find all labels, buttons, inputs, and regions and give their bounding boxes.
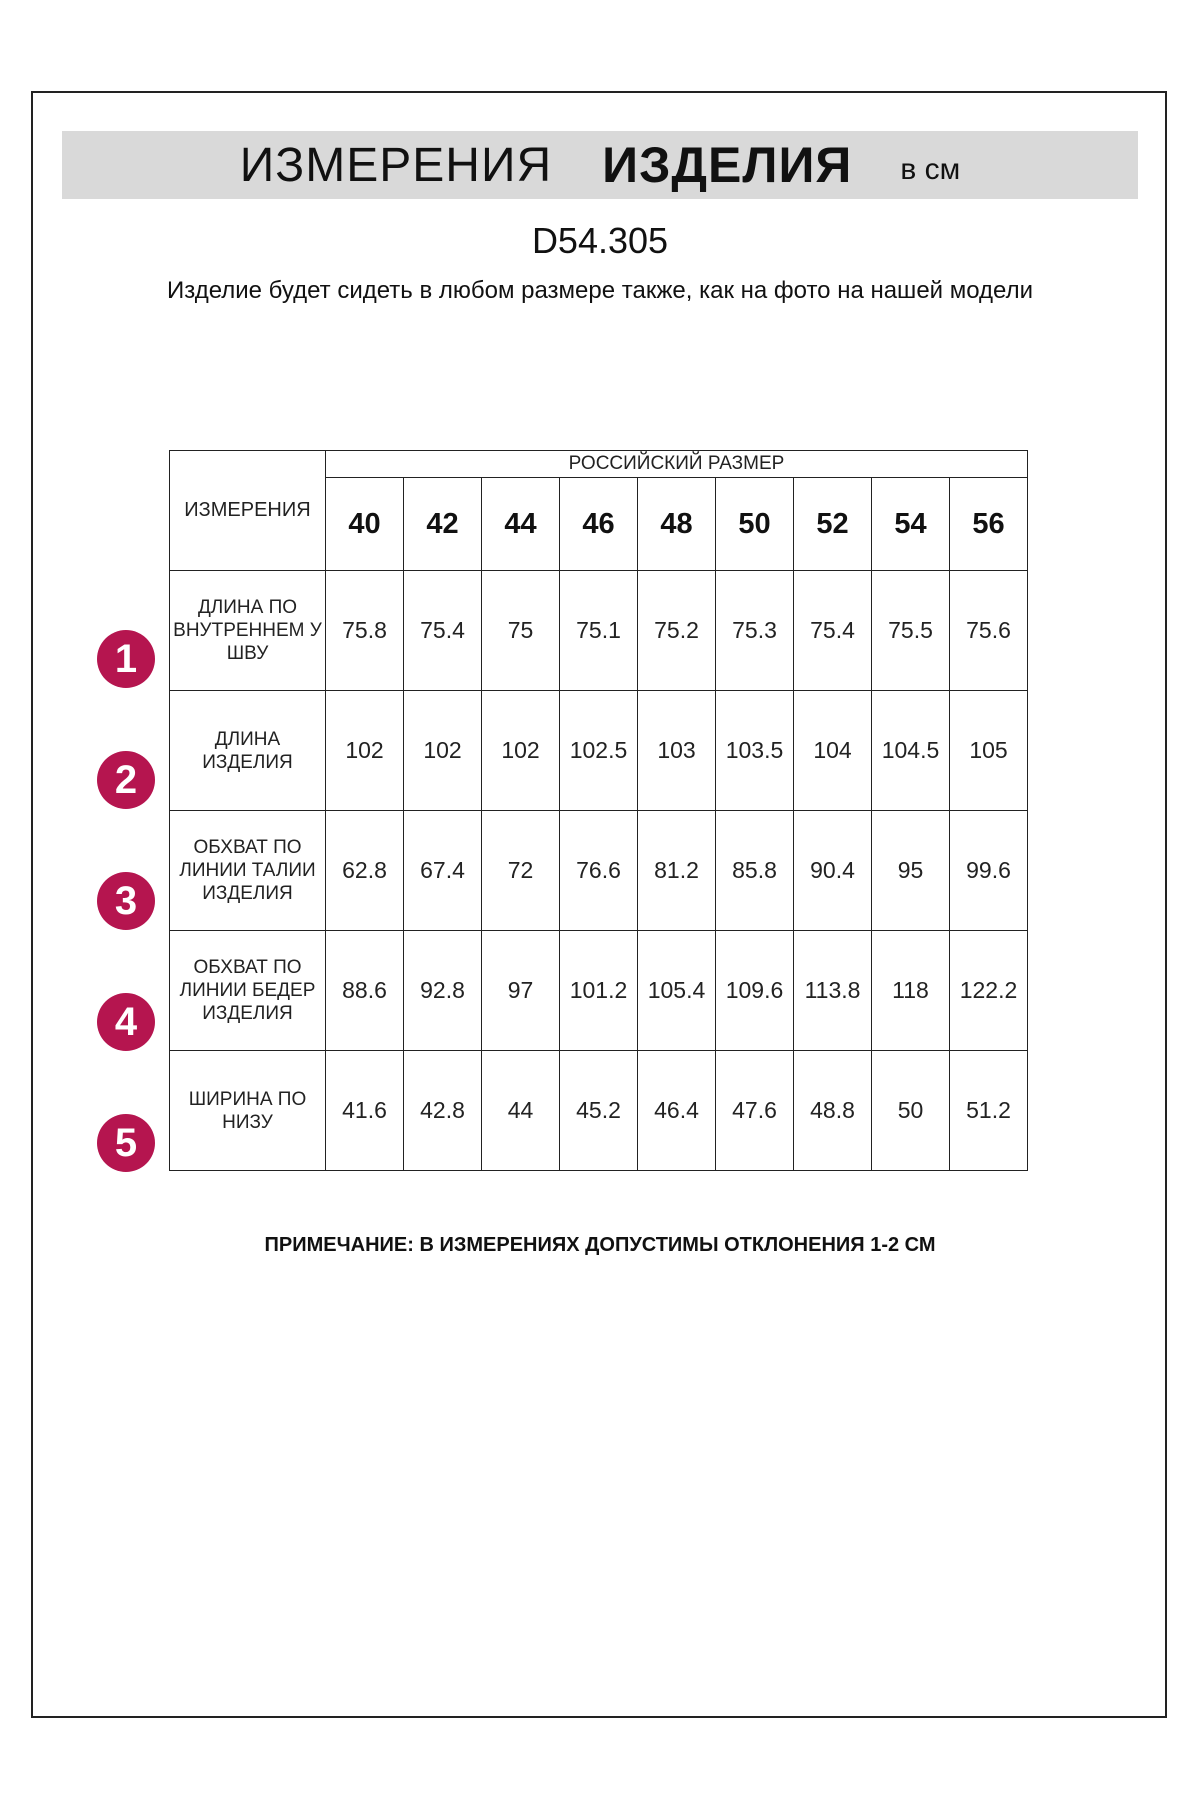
tolerance-note: ПРИМЕЧАНИЕ: В ИЗМЕРЕНИЯХ ДОПУСТИМЫ ОТКЛОНЕНИЯ 1-2 СМ bbox=[264, 1234, 936, 1256]
value-cell: 102 bbox=[404, 691, 482, 811]
value-cell: 104 bbox=[794, 691, 872, 811]
value-cell: 104.5 bbox=[872, 691, 950, 811]
row-number-badge: 4 bbox=[97, 993, 155, 1051]
value-cell: 95 bbox=[872, 811, 950, 931]
size-48: 48 bbox=[638, 478, 716, 571]
value-cell: 46.4 bbox=[638, 1051, 716, 1171]
size-46: 46 bbox=[560, 478, 638, 571]
title-unit: в см bbox=[900, 153, 961, 186]
value-cell: 75.2 bbox=[638, 571, 716, 691]
value-cell: 85.8 bbox=[716, 811, 794, 931]
size-table bbox=[169, 450, 1028, 1171]
title-banner bbox=[62, 131, 1138, 199]
value-cell: 67.4 bbox=[404, 811, 482, 931]
value-cell: 88.6 bbox=[326, 931, 404, 1051]
table-row bbox=[170, 1051, 1028, 1171]
value-cell: 72 bbox=[482, 811, 560, 931]
size-header: РОССИЙСКИЙ РАЗМЕР bbox=[326, 451, 1028, 478]
value-cell: 118 bbox=[872, 931, 950, 1051]
value-cell: 41.6 bbox=[326, 1051, 404, 1171]
row-number-badge: 2 bbox=[97, 751, 155, 809]
measure-header: ИЗМЕРЕНИЯ bbox=[170, 451, 326, 571]
size-50: 50 bbox=[716, 478, 794, 571]
value-cell: 45.2 bbox=[560, 1051, 638, 1171]
value-cell: 97 bbox=[482, 931, 560, 1051]
value-cell: 75.8 bbox=[326, 571, 404, 691]
row-label: ОБХВАТ ПО ЛИНИИ ТАЛИИ ИЗДЕЛИЯ bbox=[170, 811, 326, 931]
value-cell: 51.2 bbox=[950, 1051, 1028, 1171]
value-cell: 75 bbox=[482, 571, 560, 691]
value-cell: 75.5 bbox=[872, 571, 950, 691]
title-bold: ИЗДЕЛИЯ bbox=[602, 137, 853, 193]
table-row bbox=[170, 571, 1028, 691]
value-cell: 113.8 bbox=[794, 931, 872, 1051]
row-label: ДЛИНА ИЗДЕЛИЯ bbox=[170, 691, 326, 811]
product-code: D54.305 bbox=[531, 220, 669, 261]
row-number-badge: 5 bbox=[97, 1114, 155, 1172]
value-cell: 102 bbox=[482, 691, 560, 811]
size-56: 56 bbox=[950, 478, 1028, 571]
value-cell: 75.6 bbox=[950, 571, 1028, 691]
value-cell: 109.6 bbox=[716, 931, 794, 1051]
value-cell: 75.3 bbox=[716, 571, 794, 691]
row-number-badge: 1 bbox=[97, 630, 155, 688]
table-row bbox=[170, 811, 1028, 931]
value-cell: 105.4 bbox=[638, 931, 716, 1051]
value-cell: 47.6 bbox=[716, 1051, 794, 1171]
size-42: 42 bbox=[404, 478, 482, 571]
value-cell: 99.6 bbox=[950, 811, 1028, 931]
value-cell: 122.2 bbox=[950, 931, 1028, 1051]
fit-description: Изделие будет сидеть в любом размере также, как на фото на нашей модели bbox=[166, 277, 1034, 304]
value-cell: 48.8 bbox=[794, 1051, 872, 1171]
value-cell: 102 bbox=[326, 691, 404, 811]
row-label: ДЛИНА ПО ВНУТРЕННЕМ У ШВУ bbox=[170, 571, 326, 691]
row-label: ШИРИНА ПО НИЗУ bbox=[170, 1051, 326, 1171]
size-44: 44 bbox=[482, 478, 560, 571]
size-52: 52 bbox=[794, 478, 872, 571]
value-cell: 103 bbox=[638, 691, 716, 811]
value-cell: 75.4 bbox=[794, 571, 872, 691]
value-cell: 76.6 bbox=[560, 811, 638, 931]
value-cell: 103.5 bbox=[716, 691, 794, 811]
value-cell: 62.8 bbox=[326, 811, 404, 931]
value-cell: 92.8 bbox=[404, 931, 482, 1051]
value-cell: 75.4 bbox=[404, 571, 482, 691]
value-cell: 105 bbox=[950, 691, 1028, 811]
value-cell: 50 bbox=[872, 1051, 950, 1171]
row-number-badge: 3 bbox=[97, 872, 155, 930]
value-cell: 90.4 bbox=[794, 811, 872, 931]
row-label: ОБХВАТ ПО ЛИНИИ БЕДЕР ИЗДЕЛИЯ bbox=[170, 931, 326, 1051]
value-cell: 44 bbox=[482, 1051, 560, 1171]
table-row bbox=[170, 931, 1028, 1051]
value-cell: 102.5 bbox=[560, 691, 638, 811]
value-cell: 81.2 bbox=[638, 811, 716, 931]
table-row bbox=[170, 691, 1028, 811]
title-light: ИЗМЕРЕНИЯ bbox=[239, 138, 553, 192]
value-cell: 42.8 bbox=[404, 1051, 482, 1171]
value-cell: 101.2 bbox=[560, 931, 638, 1051]
size-54: 54 bbox=[872, 478, 950, 571]
size-40: 40 bbox=[326, 478, 404, 571]
value-cell: 75.1 bbox=[560, 571, 638, 691]
